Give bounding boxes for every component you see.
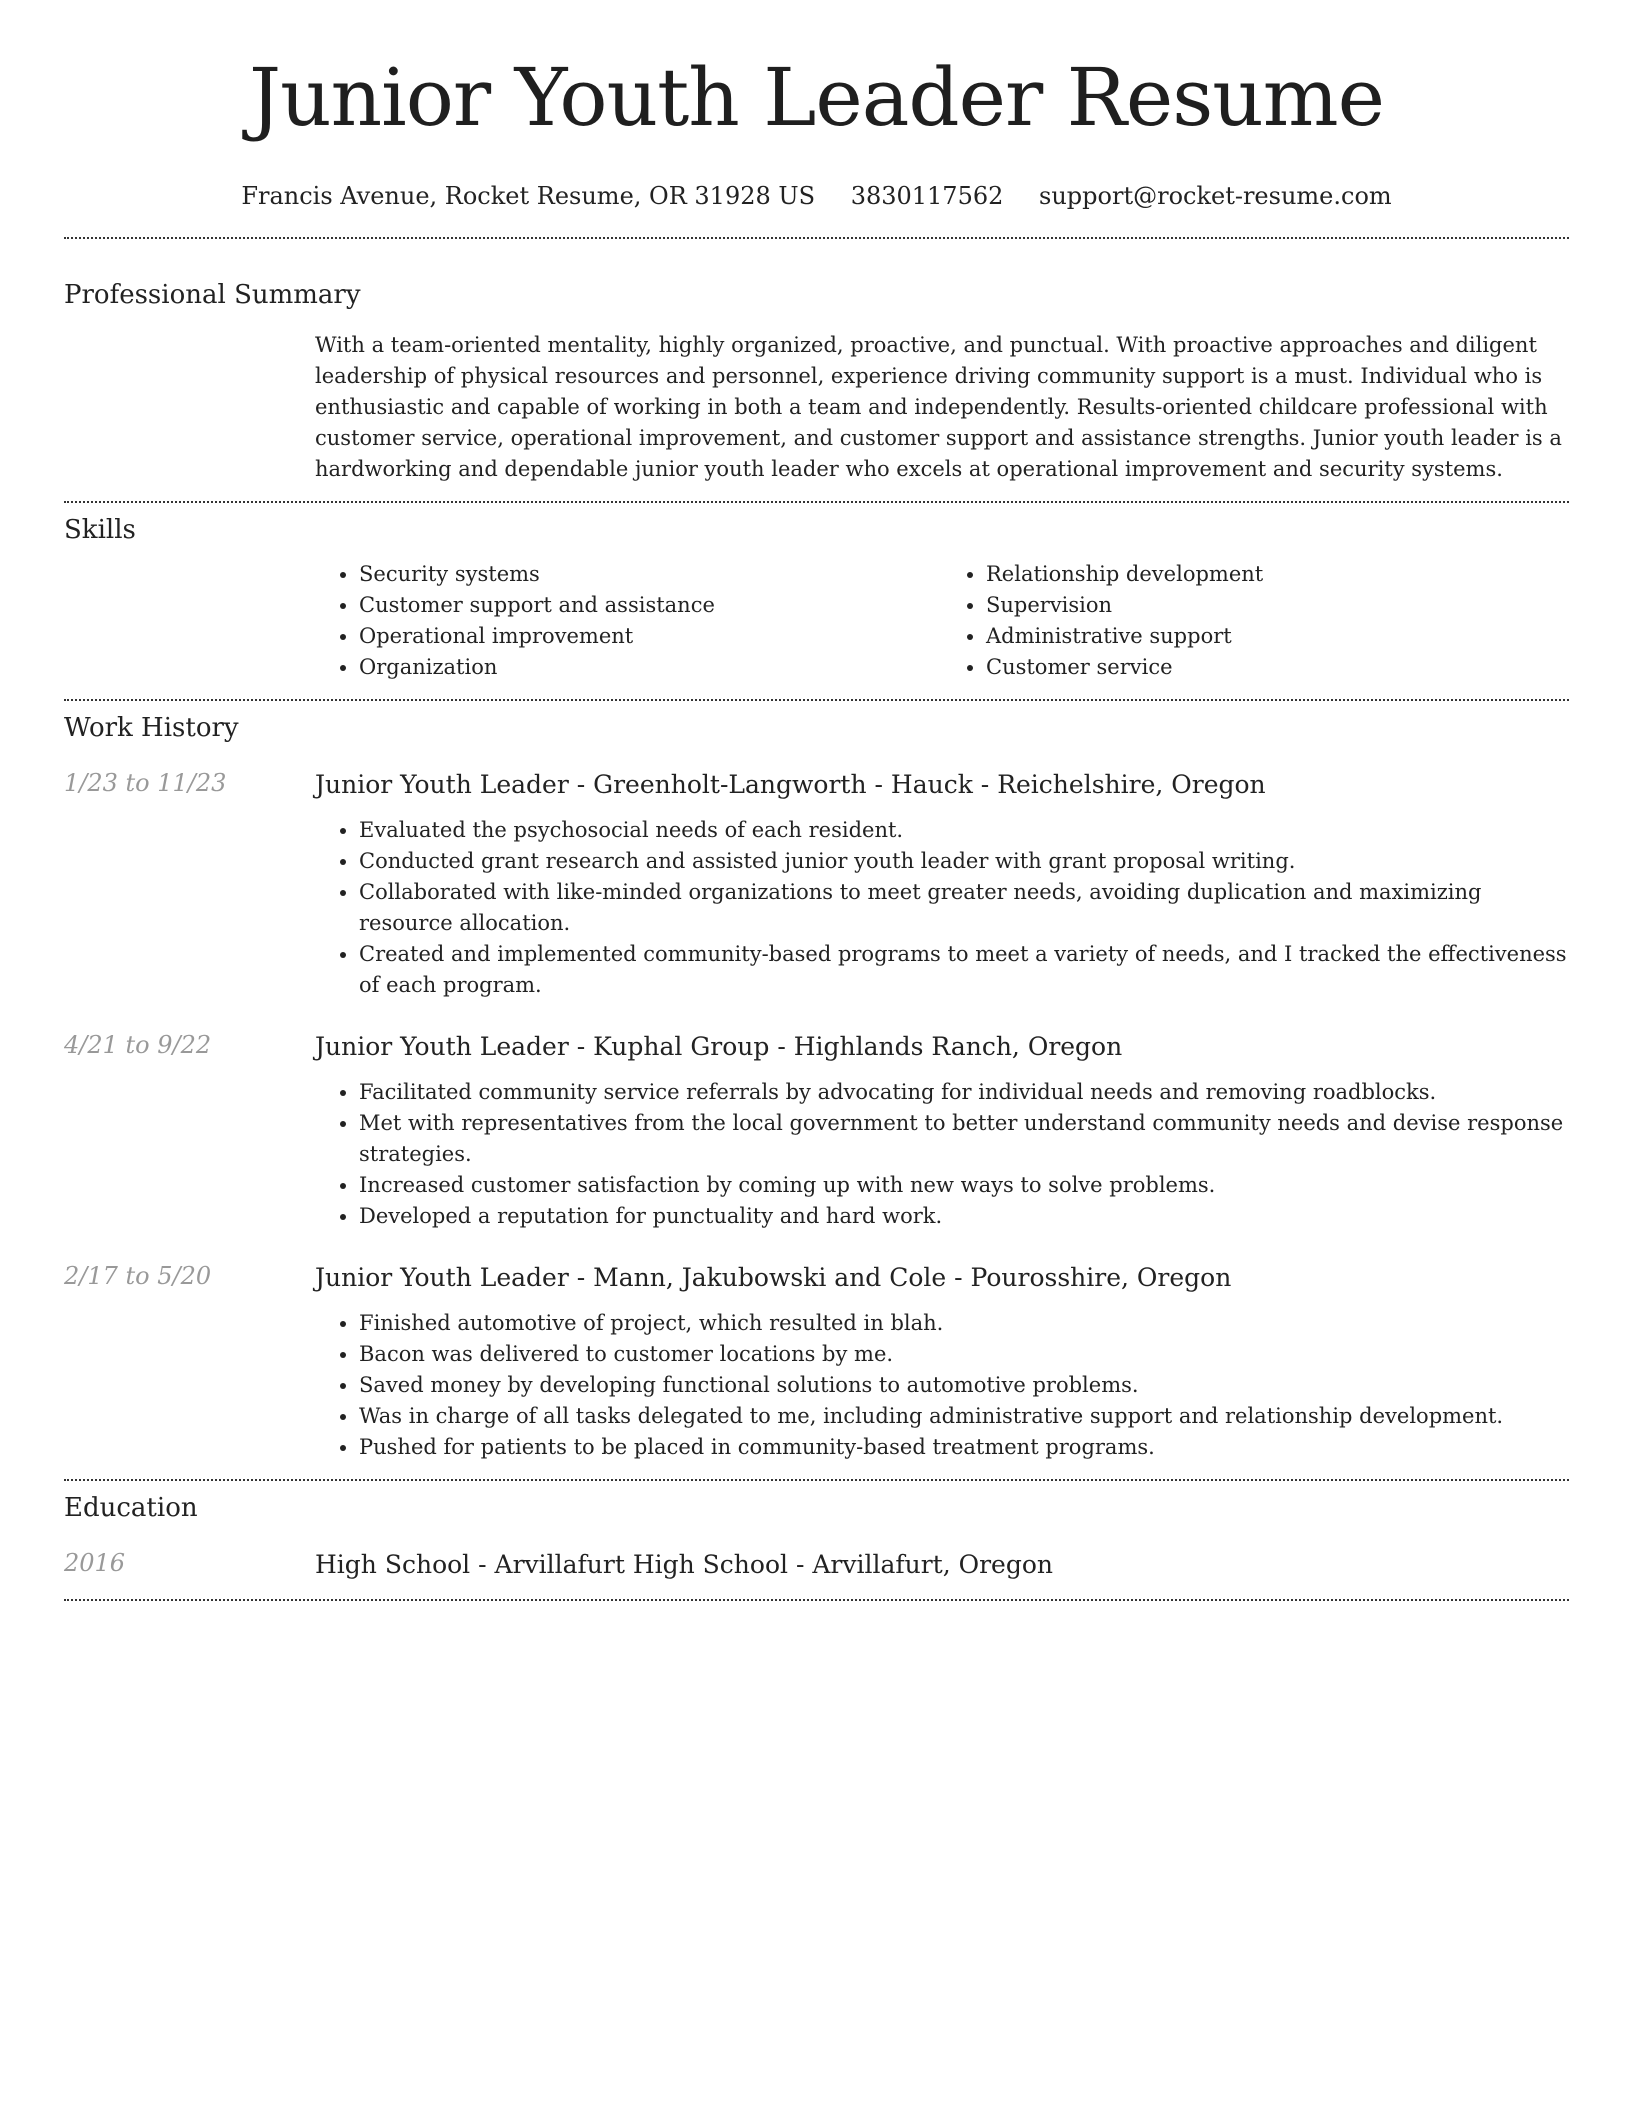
skill-item: • Operational improvement <box>359 621 942 652</box>
list-item: • Created and implemented community-based programs to meet a variety of needs, and I tracked the effectiveness of each program. <box>359 939 1569 1001</box>
skill-item: • Security systems <box>359 559 942 590</box>
job-bullets <box>315 1077 1569 1232</box>
skill-item: • Customer support and assistance <box>359 590 942 621</box>
divider <box>64 1599 1569 1601</box>
divider <box>64 1479 1569 1481</box>
divider <box>64 699 1569 701</box>
contact-address: Francis Avenue, Rocket Resume, OR 31928 US <box>241 182 816 210</box>
job-title: Junior Youth Leader - Greenholt-Langworth - Hauck - Reichelshire, Oregon <box>315 770 1266 799</box>
education-date: 2016 <box>64 1549 126 1577</box>
list-item: • Collaborated with like-minded organizations to meet greater needs, avoiding duplication and maximizing resource allocation. <box>359 877 1569 939</box>
job-title: Junior Youth Leader - Mann, Jakubowski and Cole - Pourosshire, Oregon <box>315 1263 1232 1292</box>
job-date: 4/21 to 9/22 <box>64 1031 212 1059</box>
list-item: • Evaluated the psychosocial needs of each resident. <box>359 815 1569 846</box>
skill-item: • Supervision <box>986 590 1569 621</box>
skills-column-right <box>942 559 1569 683</box>
list-item: • Finished automotive of project, which resulted in blah. <box>359 1308 1569 1339</box>
resume-page <box>64 0 1569 1601</box>
skill-item: • Customer service <box>986 652 1569 683</box>
job-date: 2/17 to 5/20 <box>64 1262 212 1290</box>
contact-line <box>64 182 1569 210</box>
divider <box>64 501 1569 503</box>
list-item: • Was in charge of all tasks delegated to me, including administrative support and relationship development. <box>359 1401 1569 1432</box>
list-item: • Facilitated community service referrals by advocating for individual needs and removing roadblocks. <box>359 1077 1569 1108</box>
education-entry <box>64 1549 1569 1581</box>
summary-section <box>315 330 1569 485</box>
education-title: High School - Arvillafurt High School - Arvillafurt, Oregon <box>315 1550 1054 1579</box>
contact-phone: 3830117562 <box>850 182 1004 210</box>
list-item: • Bacon was delivered to customer locations by me. <box>359 1339 1569 1370</box>
work-heading: Work History <box>64 713 239 743</box>
list-item: • Conducted grant research and assisted junior youth leader with grant proposal writing. <box>359 846 1569 877</box>
skills-list <box>315 559 1569 683</box>
skill-item: • Relationship development <box>986 559 1569 590</box>
job-entry <box>64 769 1569 1001</box>
list-item: • Developed a reputation for punctuality and hard work. <box>359 1201 1569 1232</box>
page-title: Junior Youth Leader Resume <box>249 51 1384 144</box>
education-heading: Education <box>64 1493 198 1523</box>
job-bullets <box>315 815 1569 1001</box>
skill-item: • Organization <box>359 652 942 683</box>
job-title: Junior Youth Leader - Kuphal Group - Highlands Ranch, Oregon <box>315 1032 1123 1061</box>
job-bullets <box>315 1308 1569 1463</box>
contact-email: support@rocket-resume.com <box>1039 182 1392 210</box>
list-item: • Saved money by developing functional solutions to automotive problems. <box>359 1370 1569 1401</box>
summary-text: With a team-oriented mentality, highly organized, proactive, and punctual. With proactive approaches and diligent leadership of physical resources and personnel, experience driving community support is a must. Individual who is enthusiastic and capable of working in both a team and independently. Results-oriented childcare professional with customer service, operational improvement, and customer support and assistance strengths. Junior youth leader is a hardworking and dependable junior youth leader who excels at operational improvement and security systems. <box>315 333 1562 481</box>
job-entry <box>64 1262 1569 1463</box>
list-item: • Pushed for patients to be placed in community-based treatment programs. <box>359 1432 1569 1463</box>
skill-item: • Administrative support <box>986 621 1569 652</box>
job-date: 1/23 to 11/23 <box>64 769 227 797</box>
summary-heading: Professional Summary <box>64 280 361 310</box>
list-item: • Met with representatives from the local government to better understand community needs and devise response strategies. <box>359 1108 1569 1170</box>
divider <box>64 237 1569 239</box>
skills-heading: Skills <box>64 515 136 545</box>
list-item: • Increased customer satisfaction by coming up with new ways to solve problems. <box>359 1170 1569 1201</box>
job-entry <box>64 1031 1569 1232</box>
skills-column-left <box>315 559 942 683</box>
